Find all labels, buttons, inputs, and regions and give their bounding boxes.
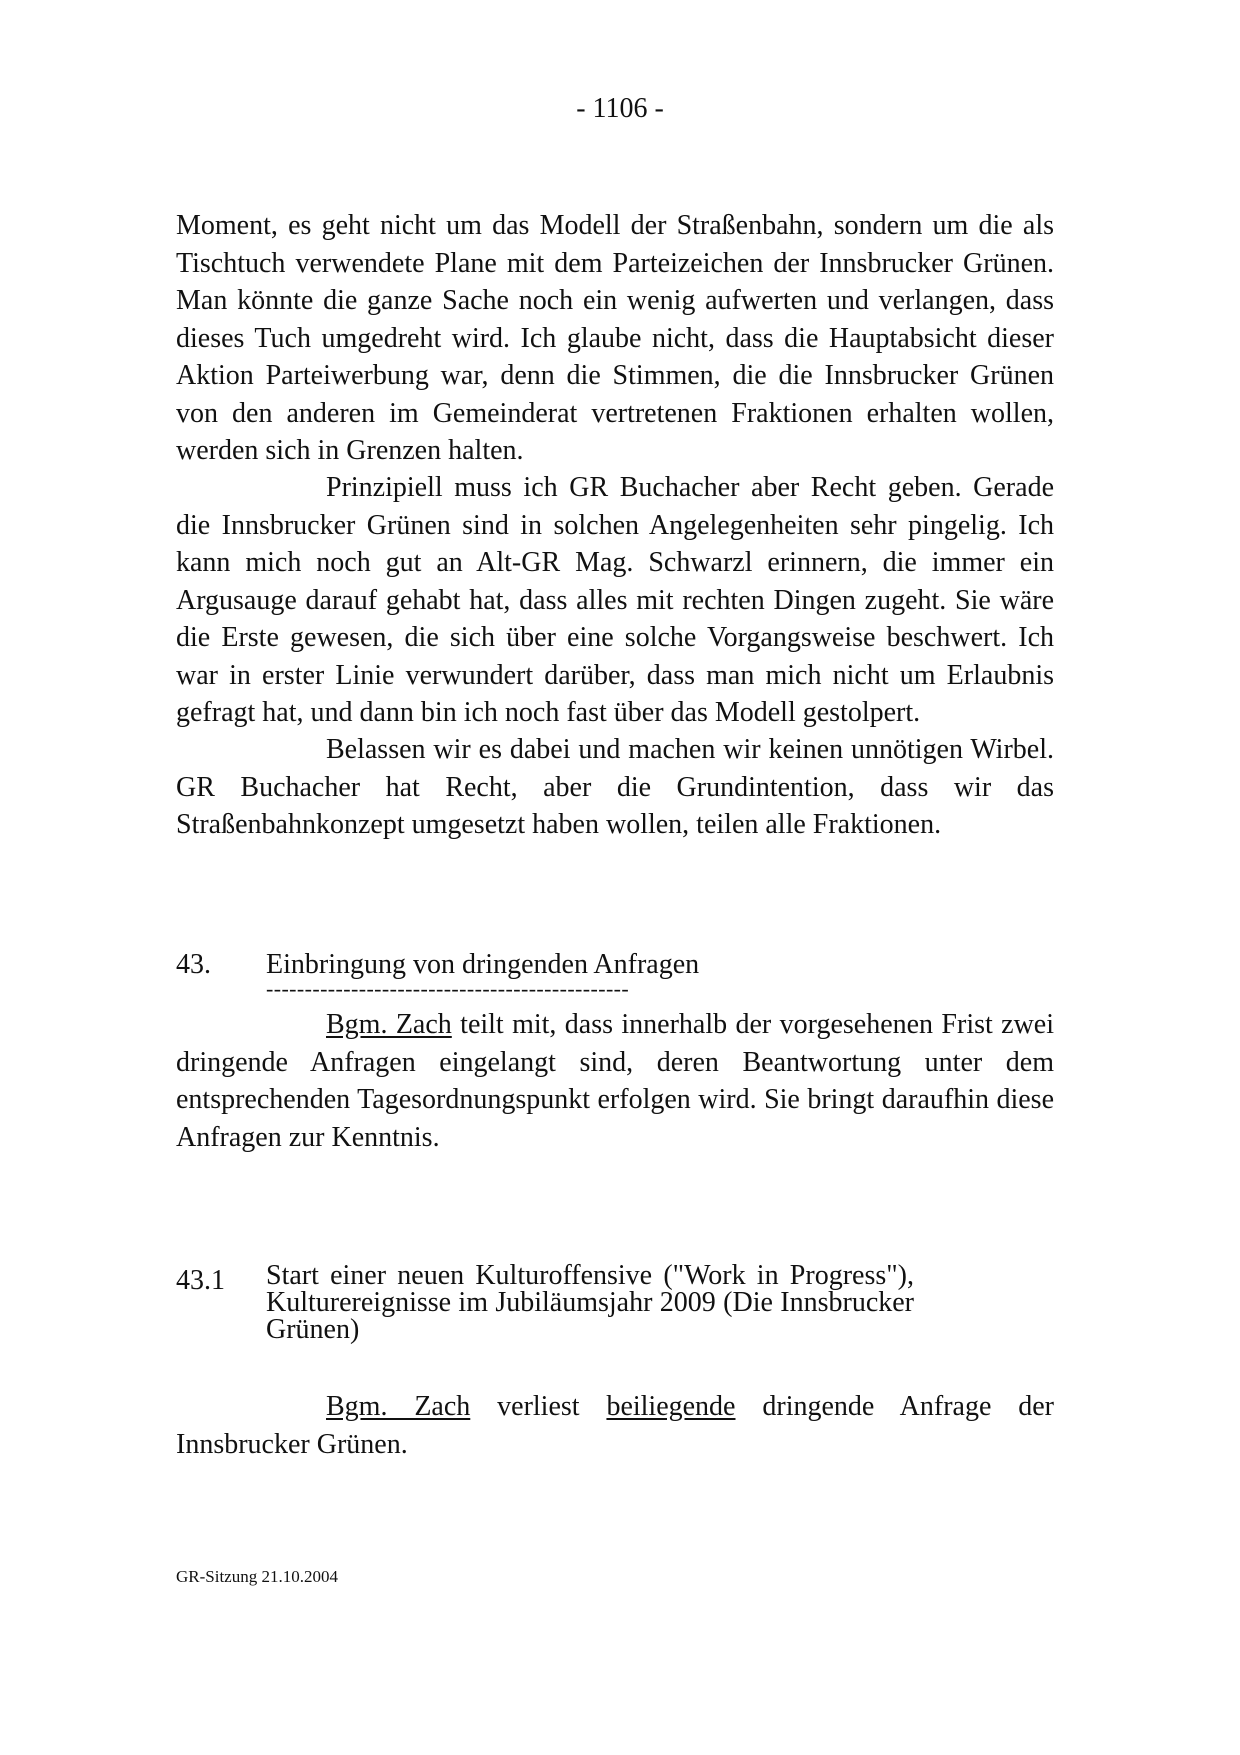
paragraph-belassen: Belassen wir es dabei und machen wir keinen unnötigen Wirbel. GR Buchacher hat Recht, aber die Grundintention, dass wir das Straßenbahnkonzept umgesetzt haben wollen, teilen alle Fraktionen. bbox=[176, 734, 1054, 840]
section-43-paragraph bbox=[176, 1006, 1054, 1156]
paragraph-moment: Moment, es geht nicht um das Modell der Straßenbahn, sondern um die als Tischtuch verwendete Plane mit dem Parteizeichen der Innsbrucker Grünen. Man könnte die ganze Sache noch ein wenig aufwerten und verlangen, dass dieses Tuch umgedreht wird. Ich glaube nicht, dass die Hauptabsicht dieser Aktion Parteiwerbung war, denn die Stimmen, die die Innsbrucker Grünen von den anderen im Gemeinderat vertretenen Fraktionen erhalten wollen, werden sich in Grenzen halten. bbox=[176, 210, 1054, 466]
footer-session-date: GR-Sitzung 21.10.2004 bbox=[176, 1567, 338, 1586]
section-43-number: 43. bbox=[176, 949, 211, 980]
speaker-name: Bgm. Zach bbox=[326, 1391, 471, 1422]
speaker-name: Bgm. Zach bbox=[326, 1009, 452, 1040]
section-43-title: Einbringung von dringenden Anfragen bbox=[266, 949, 700, 980]
beiliegende-link: beiliegende bbox=[606, 1391, 736, 1422]
section-43-text: teilt mit, dass innerhalb der vorgesehenen Frist zwei dringende Anfragen eingelangt sind, deren Beantwortung unter dem entsprechenden Tagesordnungspunkt erfolgen wird. Sie bringt daraufhin diese Anfragen zur Kenntnis. bbox=[176, 1009, 1054, 1153]
rest-text: dringende Anfrage der Innsbrucker Grünen. bbox=[176, 1391, 1054, 1460]
page-number: - 1106 - bbox=[576, 93, 664, 124]
section-43-1-paragraph bbox=[176, 1388, 1054, 1463]
verb-text: verliest bbox=[470, 1391, 607, 1422]
section-43-dashed-rule: ----------------------------------------------- bbox=[266, 976, 630, 1001]
section-43-1-title: Start einer neuen Kulturoffensive ("Work in Progress"), Kulturereignisse im Jubiläumsjahr 2009 (Die Innsbrucker Grünen) bbox=[266, 1260, 914, 1345]
section-43-1-number: 43.1 bbox=[176, 1265, 225, 1296]
paragraph-prinzipiell: Prinzipiell muss ich GR Buchacher aber Recht geben. Gerade die Innsbrucker Grünen sind in solchen Angelegenheiten sehr pingelig. Ich kann mich noch gut an Alt-GR Mag. Schwarzl erinnern, die immer ein Argusauge darauf gehabt hat, dass alles mit rechten Dingen zugeht. Sie wäre die Erste gewesen, die sich über eine solche Vorgangsweise beschwert. Ich war in erster Linie verwundert darüber, dass man mich nicht um Erlaubnis gefragt hat, und dann bin ich noch fast über das Modell gestolpert. bbox=[176, 472, 1054, 728]
